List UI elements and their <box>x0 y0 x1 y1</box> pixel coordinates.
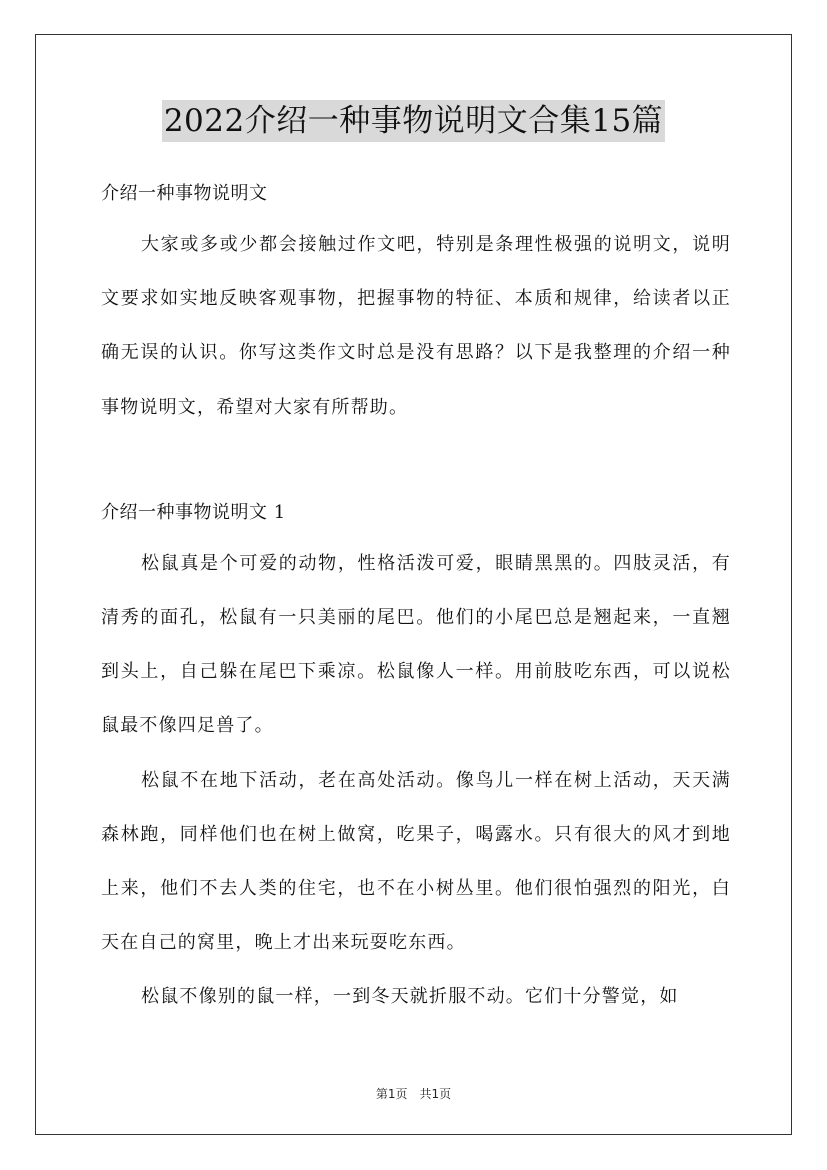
paragraph: 松鼠不像别的鼠一样，一到冬天就折服不动。它们十分警觉，如 <box>141 986 679 1008</box>
section-heading: 介绍一种事物说明文 1 <box>101 501 286 523</box>
document-body <box>101 170 731 1025</box>
title-container <box>0 100 827 142</box>
section-gap <box>101 435 731 489</box>
paragraph: 大家或多或少都会接触过作文吧，特别是条理性极强的说明文，说明文要求如实地反映客观事物，把握事物的特征、本质和规律，给读者以正确无误的认识。你写这类作文时总是没有思路？以下是我整理的介绍一种事物说明文，希望对大家有所帮助。 <box>101 234 731 418</box>
paragraph: 松鼠真是个可爱的动物，性格活泼可爱，眼睛黑黑的。四肢灵活，有清秀的面孔，松鼠有一只美丽的尾巴。他们的小尾巴总是翘起来，一直翘到头上，自己躲在尾巴下乘凉。松鼠像人一样。用前肢吃东西，可以说松鼠最不像四足兽了。 <box>101 552 731 737</box>
section-heading: 介绍一种事物说明文 <box>101 183 268 204</box>
document-title: 2022介绍一种事物说明文合集15篇 <box>162 100 665 142</box>
page-footer: 第1页 共1页 <box>375 1087 452 1101</box>
paragraph: 松鼠不在地下活动，老在高处活动。像鸟儿一样在树上活动，天天满森林跑，同样他们也在树上做窝，吃果子，喝露水。只有很大的风才到地上来，他们不去人类的住宅，也不在小树丛里。他们很怕强烈的阳光，白天在自己的窝里，晚上才出来玩耍吃东西。 <box>101 769 731 954</box>
